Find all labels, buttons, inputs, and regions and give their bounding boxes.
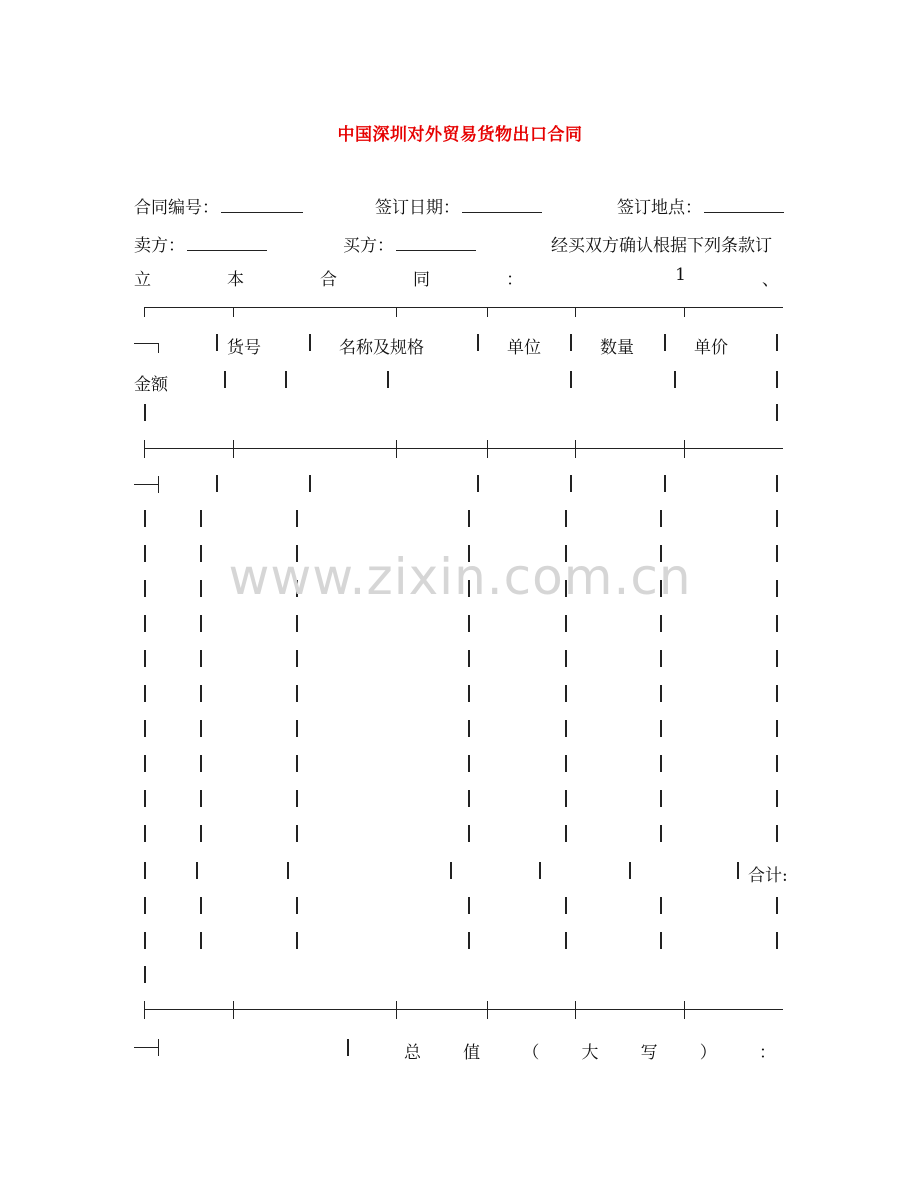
table-cross [487, 1001, 488, 1019]
col-separator [144, 862, 146, 879]
col-separator [296, 897, 298, 914]
col-separator [477, 334, 479, 351]
intro-char: 本 [227, 270, 245, 290]
col-separator [468, 825, 470, 842]
col-separator [468, 650, 470, 667]
col-separator [776, 825, 778, 842]
col-separator [660, 510, 662, 527]
col-separator [776, 615, 778, 632]
col-separator [776, 932, 778, 949]
header-bottom-border [144, 448, 783, 449]
seller-label: 卖方： [134, 236, 185, 256]
col-separator [660, 720, 662, 737]
col-separator [200, 790, 202, 807]
col-separator [565, 510, 567, 527]
col-separator [468, 720, 470, 737]
table-cross [684, 1001, 685, 1019]
intro-char: ： [506, 270, 524, 290]
col-separator [565, 720, 567, 737]
col-separator [674, 371, 676, 388]
col-separator [285, 371, 287, 388]
col-separator [468, 755, 470, 772]
total-value-char: 总 [404, 1043, 421, 1063]
col-separator [296, 720, 298, 737]
col-separator [200, 897, 202, 914]
subtotal-label: 合计: [748, 866, 788, 886]
col-separator [200, 650, 202, 667]
col-separator [776, 685, 778, 702]
sign-place-field [617, 193, 784, 218]
row-continuation [134, 1047, 159, 1048]
table-cross [233, 1001, 234, 1019]
col-separator [287, 862, 289, 879]
intro-char: 、 [761, 270, 779, 290]
contract-intro-line [134, 265, 779, 290]
col-separator [296, 615, 298, 632]
col-separator [296, 650, 298, 667]
col-separator [660, 755, 662, 772]
buyer-field [343, 231, 476, 256]
col-separator [296, 932, 298, 949]
table-tick [396, 307, 397, 317]
table-bottom-border [144, 1009, 783, 1010]
col-separator [477, 475, 479, 492]
col-separator [539, 862, 541, 879]
contract-number-blank [221, 211, 303, 213]
contract-number-label: 合同编号： [134, 198, 219, 218]
col-separator [776, 371, 778, 388]
total-value-char: 写 [640, 1043, 658, 1063]
table-cross [396, 440, 397, 458]
sign-place-blank [704, 211, 784, 213]
col-separator [144, 510, 146, 527]
col-separator [660, 825, 662, 842]
col-separator [565, 932, 567, 949]
seller-blank [187, 249, 267, 251]
col-separator [144, 790, 146, 807]
col-separator [200, 685, 202, 702]
col-separator [776, 790, 778, 807]
col-separator [216, 475, 218, 492]
col-separator [776, 510, 778, 527]
intro-char: 立 [134, 270, 151, 290]
col-separator [296, 825, 298, 842]
col-separator [570, 475, 572, 492]
intro-char: 同 [413, 270, 431, 290]
col-separator [200, 825, 202, 842]
row-continuation [134, 343, 159, 344]
table-cross [575, 440, 576, 458]
col-separator [565, 650, 567, 667]
col-separator [776, 334, 778, 351]
table-cross [233, 440, 234, 458]
col-separator [144, 615, 146, 632]
intro-char: 1 [675, 265, 686, 285]
col-separator [309, 475, 311, 492]
col-separator [660, 685, 662, 702]
col-separator [737, 862, 739, 879]
col-separator [776, 755, 778, 772]
col-separator [296, 790, 298, 807]
col-separator [570, 371, 572, 388]
sign-place-label: 签订地点： [617, 198, 702, 218]
row-continuation-tick [158, 1039, 159, 1056]
column-header-amount: 金额 [134, 375, 168, 395]
col-separator [660, 650, 662, 667]
table-top-border [144, 307, 783, 308]
col-separator [660, 615, 662, 632]
column-header-quantity: 数量 [600, 338, 634, 358]
total-value-char: ： [758, 1043, 776, 1063]
table-cross [575, 1001, 576, 1019]
col-separator [776, 897, 778, 914]
col-separator [224, 371, 226, 388]
col-separator [660, 897, 662, 914]
table-tick [233, 307, 234, 317]
col-separator [664, 475, 666, 492]
column-header-unit: 单位 [507, 338, 541, 358]
table-cross [396, 1001, 397, 1019]
col-separator [196, 862, 198, 879]
col-separator [468, 510, 470, 527]
row-continuation [134, 484, 159, 485]
total-value-label [404, 1038, 776, 1063]
column-header-name-spec: 名称及规格 [339, 338, 424, 358]
table-cross [487, 440, 488, 458]
table-cross [144, 440, 145, 458]
col-separator [144, 720, 146, 737]
agreement-text: 经买双方确认根据下列条款订 [551, 236, 772, 256]
total-value-char: （ [522, 1043, 540, 1063]
sign-date-blank [462, 211, 542, 213]
col-separator [144, 650, 146, 667]
table-tick [575, 307, 576, 317]
col-separator [776, 404, 778, 421]
col-separator [468, 932, 470, 949]
col-separator [629, 862, 631, 879]
col-separator [144, 966, 146, 983]
col-separator [565, 685, 567, 702]
table-corner [144, 307, 145, 317]
row-continuation-tick [158, 343, 159, 353]
table-tick [487, 307, 488, 317]
sign-date-label: 签订日期： [375, 198, 460, 218]
buyer-label: 买方： [343, 236, 394, 256]
col-separator [296, 755, 298, 772]
col-separator [565, 755, 567, 772]
contract-number-field [134, 193, 303, 218]
col-separator [200, 720, 202, 737]
col-separator [144, 825, 146, 842]
col-separator [387, 371, 389, 388]
col-separator [664, 334, 666, 351]
col-separator [144, 897, 146, 914]
total-value-char: 大 [581, 1043, 599, 1063]
document-title: 中国深圳对外贸易货物出口合同 [337, 125, 583, 145]
total-value-char: ） [699, 1043, 717, 1063]
col-separator [216, 334, 218, 351]
col-separator [144, 404, 146, 421]
col-separator [468, 897, 470, 914]
col-separator [450, 862, 452, 879]
col-separator [776, 475, 778, 492]
col-separator [468, 685, 470, 702]
col-separator [468, 790, 470, 807]
col-separator [200, 510, 202, 527]
col-separator [468, 615, 470, 632]
col-separator [565, 897, 567, 914]
buyer-blank [396, 249, 476, 251]
col-separator [144, 932, 146, 949]
col-separator [565, 825, 567, 842]
col-separator [776, 720, 778, 737]
col-separator [565, 615, 567, 632]
table-tick [684, 307, 685, 317]
col-separator [660, 932, 662, 949]
col-separator [296, 685, 298, 702]
col-separator [309, 334, 311, 351]
seller-field [134, 231, 267, 256]
column-header-unit-price: 单价 [694, 338, 728, 358]
column-header-item-no: 货号 [227, 338, 261, 358]
col-separator [144, 685, 146, 702]
col-separator [200, 755, 202, 772]
col-separator [660, 790, 662, 807]
col-separator [200, 615, 202, 632]
col-separator [347, 1039, 349, 1056]
col-separator [565, 790, 567, 807]
intro-char: 合 [320, 270, 338, 290]
col-separator [144, 755, 146, 772]
total-value-char: 值 [463, 1043, 481, 1063]
sign-date-field [375, 193, 542, 218]
col-separator [200, 932, 202, 949]
col-separator [296, 510, 298, 527]
col-separator [776, 650, 778, 667]
col-separator [570, 334, 572, 351]
watermark: www.zixin.com.cn [228, 548, 692, 606]
row-continuation-tick [158, 476, 159, 493]
table-cross [144, 1001, 145, 1019]
table-cross [684, 440, 685, 458]
